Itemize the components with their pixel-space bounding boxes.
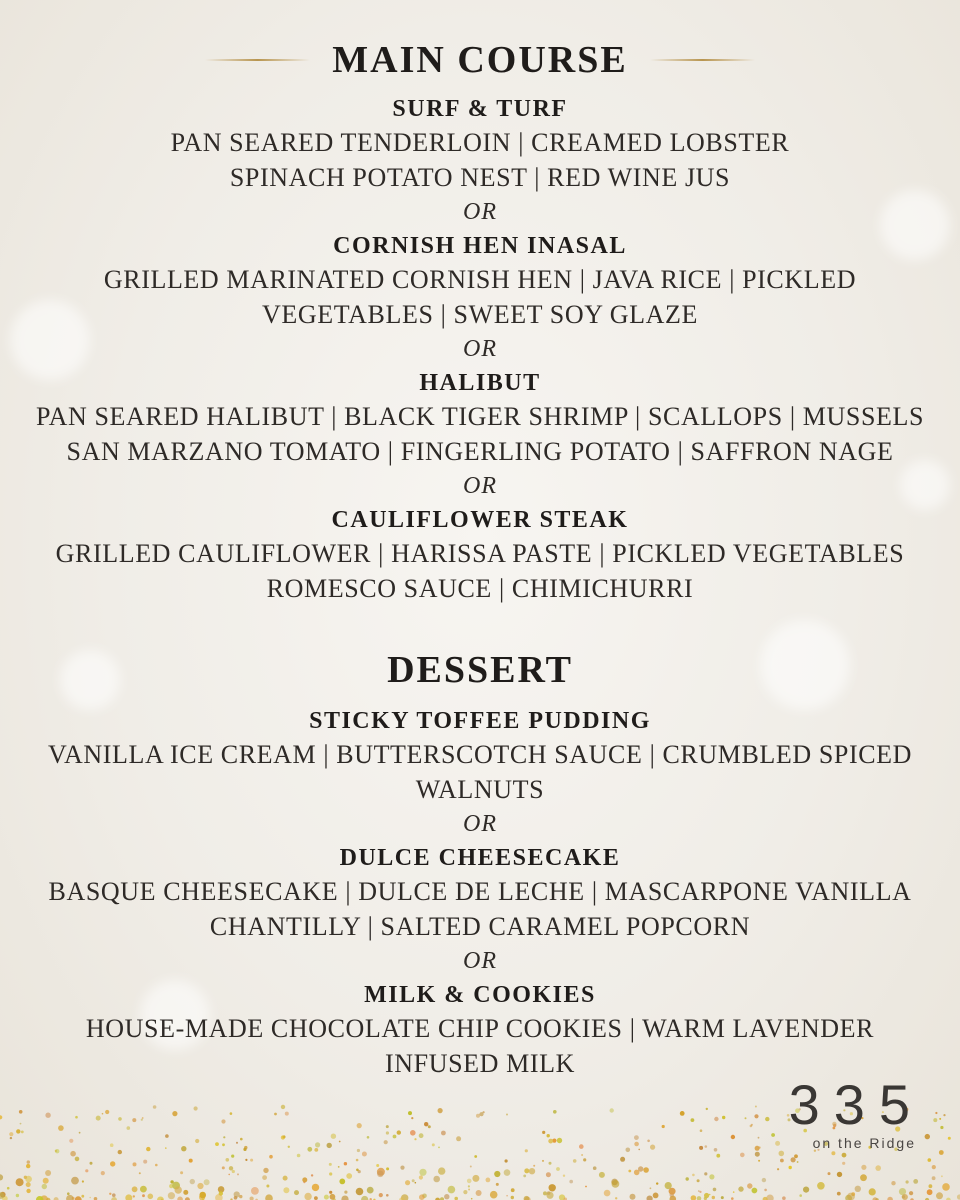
main-course-heading <box>0 38 960 82</box>
or-separator: OR <box>463 199 497 225</box>
dish-description: VANILLA ICE CREAM | BUTTERSCOTCH SAUCE | CRUMBLED SPICED <box>47 740 913 769</box>
dessert-heading <box>0 648 960 692</box>
or-separator: OR <box>463 948 497 974</box>
logo-number: 335 <box>788 1073 924 1136</box>
dish-title: STICKY TOFFEE PUDDING <box>309 708 651 734</box>
dish-description: GRILLED MARINATED CORNISH HEN | JAVA RICE | PICKLED <box>103 265 857 294</box>
right-gold-rule <box>650 59 755 61</box>
dish-cornish-hen <box>0 229 960 332</box>
dish-halibut <box>0 366 960 469</box>
dish-description: INFUSED MILK <box>385 1048 575 1078</box>
or-separator: OR <box>463 473 497 499</box>
logo-tagline: on the Ridge <box>812 1135 916 1151</box>
dish-description: SAN MARZANO TOMATO | FINGERLING POTATO | SAFFRON NAGE <box>66 436 894 466</box>
restaurant-logo <box>789 1075 924 1151</box>
dish-description: PAN SEARED HALIBUT | BLACK TIGER SHRIMP | SCALLOPS | MUSSELS <box>35 402 925 431</box>
or-separator: OR <box>463 336 497 362</box>
dish-surf-turf <box>0 92 960 195</box>
dish-cauliflower-steak <box>0 503 960 606</box>
dish-title: DULCE CHEESECAKE <box>339 845 621 871</box>
dessert-title: DESSERT <box>387 649 573 691</box>
dish-milk-cookies <box>0 978 960 1081</box>
or-separator: OR <box>463 811 497 837</box>
dish-title: CAULIFLOWER STEAK <box>331 507 629 533</box>
dish-description: CHANTILLY | SALTED CARAMEL POPCORN <box>209 911 751 941</box>
main-course-title: MAIN COURSE <box>332 39 628 81</box>
dish-description: PAN SEARED TENDERLOIN | CREAMED LOBSTER <box>170 128 790 157</box>
dish-title: CORNISH HEN INASAL <box>333 233 627 259</box>
dish-description: HOUSE-MADE CHOCOLATE CHIP COOKIES | WARM LAVENDER <box>85 1014 875 1043</box>
dish-sticky-toffee-pudding <box>0 704 960 807</box>
left-gold-rule <box>205 59 310 61</box>
dish-title: SURF & TURF <box>392 96 568 122</box>
dish-description: WALNUTS <box>415 774 545 804</box>
dish-dulce-cheesecake <box>0 841 960 944</box>
dish-title: MILK & COOKIES <box>364 982 596 1008</box>
dish-description: BASQUE CHEESECAKE | DULCE DE LECHE | MASCARPONE VANILLA <box>48 877 912 906</box>
dish-description: GRILLED CAULIFLOWER | HARISSA PASTE | PICKLED VEGETABLES <box>55 539 905 568</box>
dish-description: ROMESCO SAUCE | CHIMICHURRI <box>266 573 694 603</box>
dish-description: VEGETABLES | SWEET SOY GLAZE <box>262 299 698 329</box>
dish-title: HALIBUT <box>419 370 541 396</box>
dish-description: SPINACH POTATO NEST | RED WINE JUS <box>229 162 731 192</box>
